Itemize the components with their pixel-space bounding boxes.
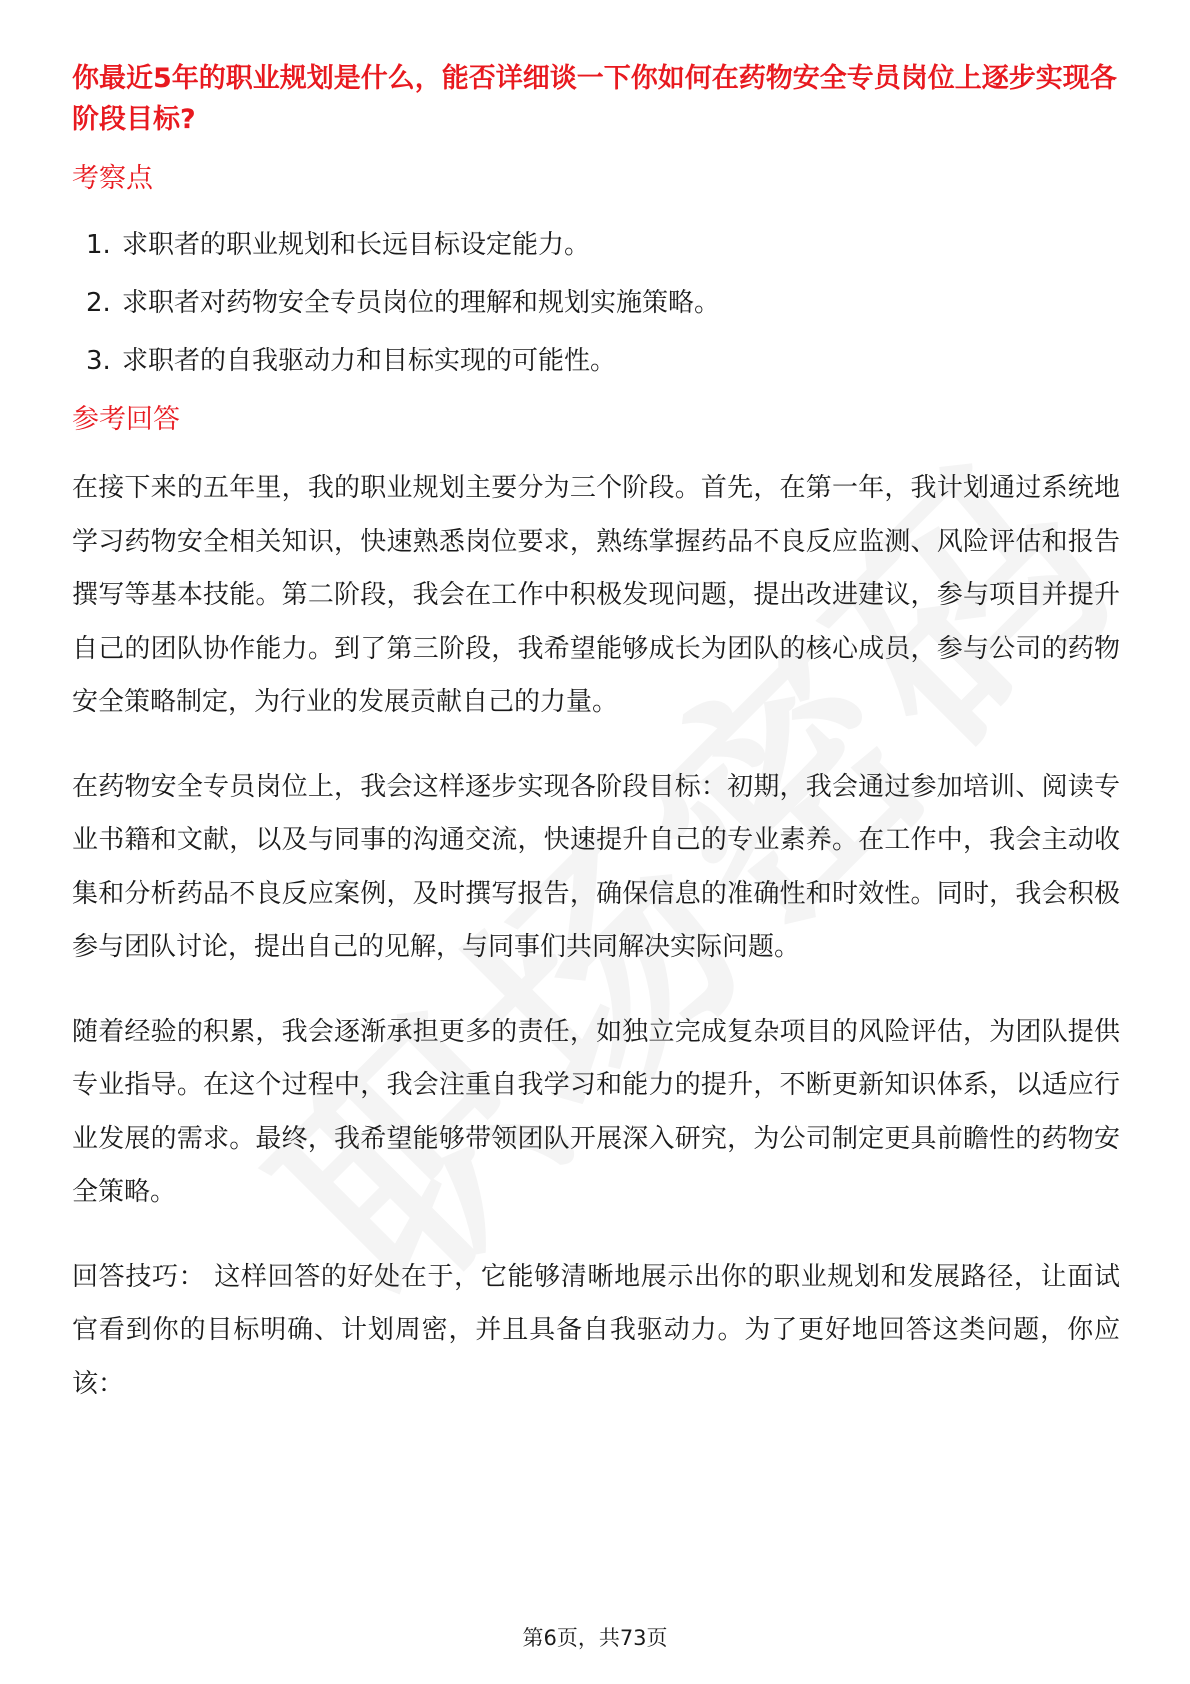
- section-title-kaochadian: 考察点: [72, 163, 153, 194]
- list-item: [72, 225, 1120, 265]
- answer-tips-paragraph: 回答技巧： 这样回答的好处在于，它能够清晰地展示出你的职业规划和发展路径，让面试官看到你的目标明确、计划周密，并且具备自我驱动力。为了更好地回答这类问题，你应该：: [72, 1261, 1120, 1399]
- list-item-text: 求职者的自我驱动力和目标实现的可能性。: [122, 346, 617, 376]
- answer-paragraph-1: 在接下来的五年里，我的职业规划主要分为三个阶段。首先，在第一年，我计划通过系统地学习药物安全相关知识，快速熟悉岗位要求，熟练掌握药品不良反应监测、风险评估和报告撰写等基本技能。第二阶段，我会在工作中积极发现问题，提出改进建议，参与项目并提升自己的团队协作能力。到了第三阶段，我希望能够成长为团队的核心成员，参与公司的药物安全策略制定，为行业的发展贡献自己的力量。: [72, 473, 1120, 717]
- page-number-footer: 第6页，共73页: [522, 1626, 668, 1650]
- answer-paragraph-2: 在药物安全专员岗位上，我会这样逐步实现各阶段目标：初期，我会通过参加培训、阅读专业书籍和文献，以及与同事的沟通交流，快速提升自己的专业素养。在工作中，我会主动收集和分析药品不良反应案例，及时撰写报告，确保信息的准确性和时效性。同时，我会积极参与团队讨论，提出自己的见解，与同事们共同解决实际问题。: [72, 771, 1120, 962]
- list-item-text: 求职者对药物安全专员岗位的理解和规划实施策略。: [122, 288, 721, 318]
- assessment-points-list: [72, 225, 1120, 381]
- list-item-number: 1.: [86, 230, 111, 260]
- list-item: [72, 341, 1120, 381]
- section-title-cankaohuida: 参考回答: [72, 404, 180, 435]
- page-content: [72, 58, 1120, 1411]
- list-item-number: 3.: [86, 346, 111, 376]
- list-item-text: 求职者的职业规划和长远目标设定能力。: [122, 230, 591, 260]
- answer-paragraph-3: 随着经验的积累，我会逐渐承担更多的责任，如独立完成复杂项目的风险评估，为团队提供专业指导。在这个过程中，我会注重自我学习和能力的提升，不断更新知识体系，以适应行业发展的需求。最终，我希望能够带领团队开展深入研究，为公司制定更具前瞻性的药物安全策略。: [72, 1016, 1120, 1207]
- list-item: [72, 283, 1120, 323]
- list-item-number: 2.: [86, 288, 111, 318]
- question-heading: 你最近5年的职业规划是什么，能否详细谈一下你如何在药物安全专员岗位上逐步实现各阶段目标?: [72, 63, 1117, 135]
